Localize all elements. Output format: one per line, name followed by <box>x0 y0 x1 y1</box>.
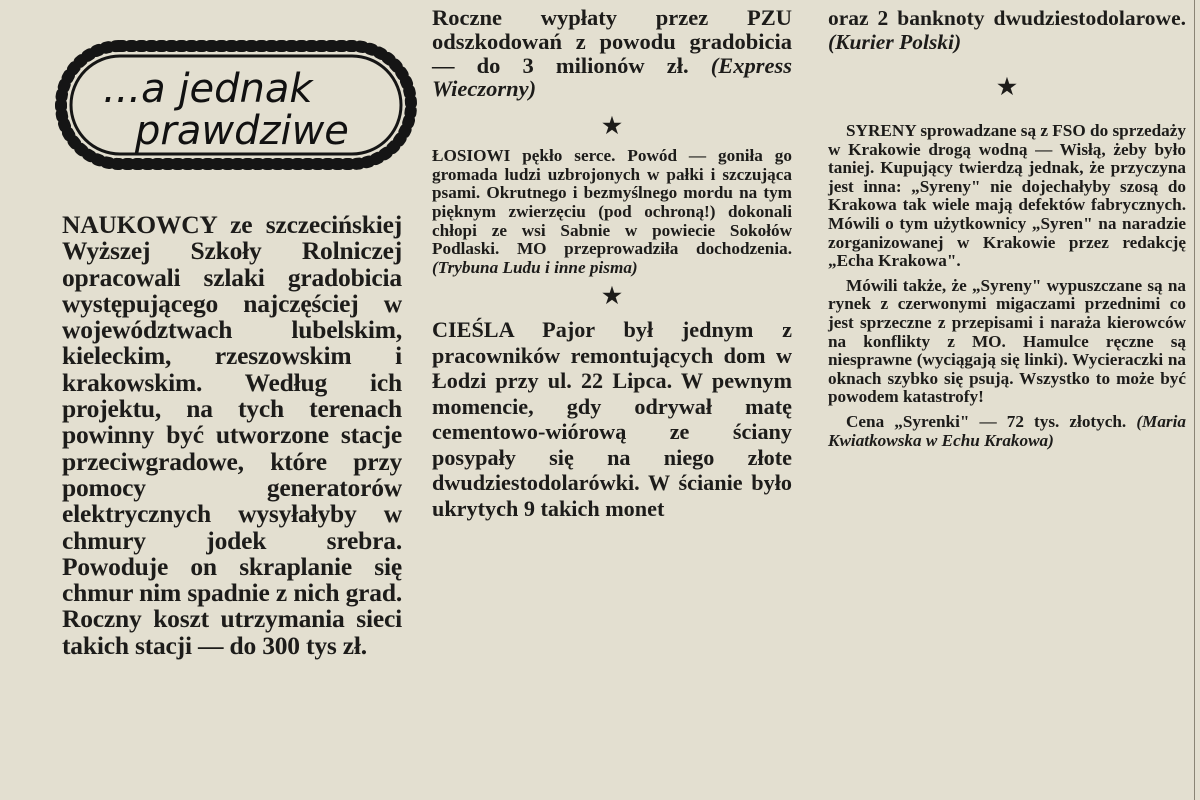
text-ciesla: Pajor był jednym z pracowników remontujących dom w Łodzi przy ul. 22 Lipca. W pewnym momencie, gdy odrywał matę cementowo-wiórową ze ściany posypały się na niego złote dwudziestodolarówki. W ścianie było ukrytych 9 takich monet <box>432 317 792 521</box>
source-trybuna: (Trybuna Ludu i inne pisma) <box>432 257 638 277</box>
article-syreny-3 <box>828 413 1186 450</box>
article-pzu <box>432 6 792 101</box>
headline-logo <box>55 40 417 170</box>
star-divider: ★ <box>997 74 1017 99</box>
article-losiowi <box>432 147 792 277</box>
column-3 <box>828 6 1186 450</box>
article-syreny-2: Mówili także, że „Syreny" wypuszczane są na rynek z czerwonymi migaczami przednimi co jest sprzeczne z przepisami i naraża kierowców na konflikty z MO. Hamulce ręczne są niesprawne (wyciągają się linki). Wycieraczki na oknach szybko się psują. Wszystko to może być powodem katastrofy! <box>828 275 1186 407</box>
text-pzu: Roczne wypłaty przez PZU odszkodowań z powodu gradobicia — do 3 milionów zł. <box>432 5 792 78</box>
article-naukowcy <box>62 212 402 659</box>
source-kwiatkowska: (Maria Kwiatkowska w Echu Krakowa) <box>828 411 1186 450</box>
article-ciesla <box>432 317 792 521</box>
source-kurier: (Kurier Polski) <box>828 30 962 54</box>
column-rule <box>1194 0 1195 800</box>
text-cena: Cena „Syrenki" — 72 tys. złotych. <box>846 411 1127 431</box>
column-1 <box>62 212 402 659</box>
article-kurier-cont <box>828 6 1186 54</box>
lead-syreny: SYRENY <box>846 121 917 140</box>
logo-line1: ...a jednak <box>103 66 313 112</box>
column-2 <box>432 6 792 521</box>
star-divider: ★ <box>602 283 622 309</box>
logo-line2: prawdziwe <box>135 108 349 154</box>
lead-losiowi: ŁOSIOWI <box>432 146 511 166</box>
text-losiowi: pękło serce. Powód — goniła go gromada ludzi uzbrojonych w pałki i szczująca psami. Okrutnego i bezmyślnego mordu na tym pięknym zwierzęciu (pod ochroną!) dokonali chłopi ze wsi Sabnie w powiecie Sokołów Podlaski. MO przeprowadziła dochodzenia. <box>432 146 792 259</box>
text-syreny: sprowadzane są z FSO do sprzedaży w Krakowie drogą wodną — Wisłą, żeby było taniej. Kupujący twierdzą jednak, że przyczyna jest inna: „Syreny" nie dojechałyby szosą do Krakowa tak wiele mają defektów fabrycznych. Mówili o tym użytkownicy „Syren" na naradzie zorganizowanej w Krakowie przez redakcję „Echa Krakowa". <box>828 121 1186 271</box>
source-express: (Express Wieczorny) <box>432 52 793 102</box>
text-cont: oraz 2 banknoty dwudziestodolarowe. <box>828 6 1186 30</box>
star-divider: ★ <box>602 113 622 139</box>
lead-naukowcy: NAUKOWCY <box>62 210 217 239</box>
text-naukowcy: ze szczecińskiej Wyższej Szkoły Rolniczej opracowali szlaki gradobicia występującego najczęściej w województwach lubelskim, kieleckim, rzeszowskim i krakowskim. Według ich projektu, na tych terenach powinny być utworzone stacje przeciwgradowe, które przy pomocy generatorów elektrycznych wysyłałyby w chmury jodek srebra. Powoduje on skraplanie się chmur nim spadnie z nich grad. Roczny koszt utrzymania sieci takich stacji — do 300 tys zł. <box>62 210 402 660</box>
lead-ciesla: CIEŚLA <box>432 317 514 343</box>
article-syreny <box>828 122 1186 271</box>
